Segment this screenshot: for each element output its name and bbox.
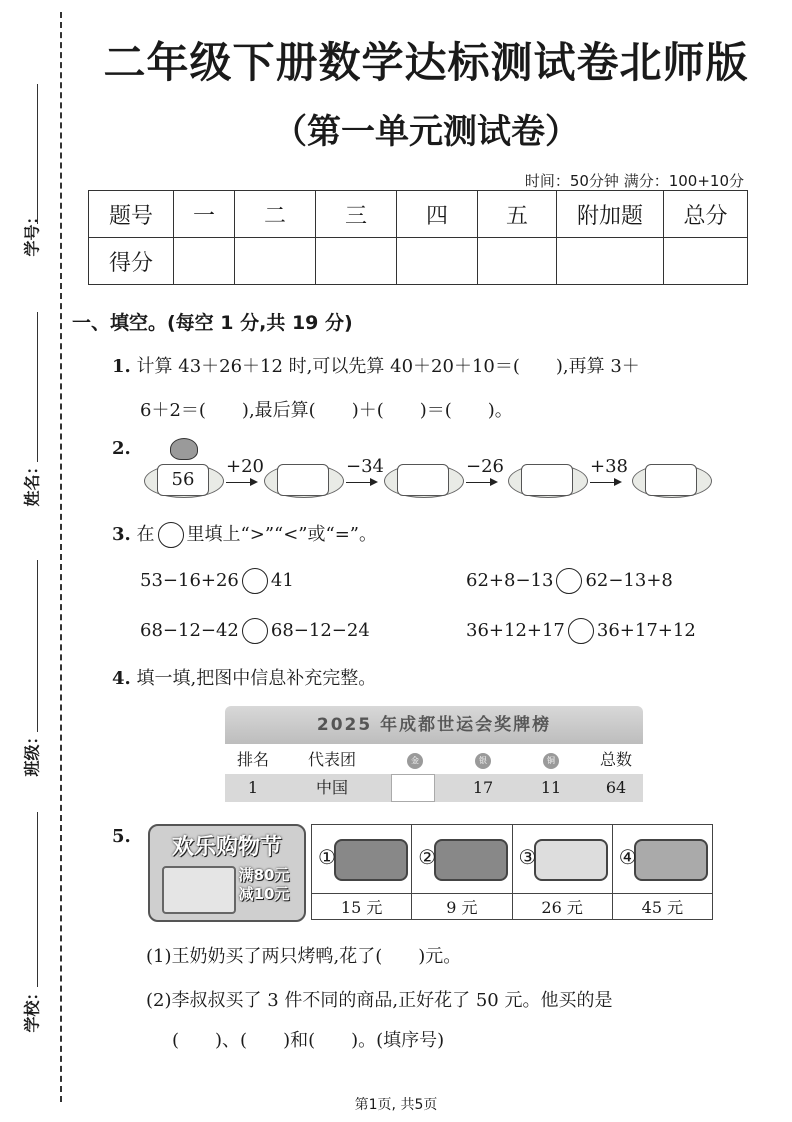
medal-table-row: [225, 774, 643, 802]
circle-icon: [158, 522, 184, 548]
q3-intro-a: 在: [136, 524, 155, 545]
arrow-icon: [466, 482, 496, 483]
q3-item-1-right: 41: [270, 570, 294, 591]
section-1-title: 一、填空。(每空 1 分,共 19 分): [72, 312, 353, 334]
goods-price-2: 9 元: [412, 894, 512, 920]
goods-item-2: [412, 825, 512, 894]
silver-count: 17: [472, 778, 494, 797]
student-id-line: [37, 84, 38, 224]
score-blank-cell[interactable]: [316, 238, 397, 285]
leaf-answer-2[interactable]: [397, 464, 449, 496]
q3-item-3-right: 68−12−24: [270, 620, 370, 641]
frog-icon: [170, 438, 198, 460]
school-label: 学校：: [22, 984, 42, 1033]
leaf-answer-1[interactable]: [277, 464, 329, 496]
medal-header-total: 总数: [599, 750, 632, 769]
compare-circle-3[interactable]: [242, 618, 268, 644]
score-table-score-row: [89, 238, 748, 285]
goods-item-1: [312, 825, 412, 894]
goods-no-1: ①: [318, 845, 336, 869]
binding-dashed-line: [60, 12, 62, 1102]
q3-number: 3.: [112, 524, 131, 545]
silver-medal-icon: 银: [463, 746, 503, 774]
goods-table: [311, 824, 713, 920]
q5-sub-1: (1)王奶奶买了两只烤鸭,花了( )元。: [146, 946, 462, 967]
arrow-icon: [346, 482, 376, 483]
q4-text: 填一填,把图中信息补充完整。: [136, 668, 377, 689]
leaf-start-value: 56: [157, 464, 209, 496]
gold-medal-icon: 金: [395, 746, 435, 774]
score-row-label: 得分: [89, 238, 174, 285]
score-table-header-row: [89, 191, 748, 238]
goods-no-3: ③: [518, 845, 537, 869]
medal-total: 64: [605, 778, 627, 797]
op-label-1: +20: [226, 456, 264, 477]
q3-intro-b: 里填上“>”“<”或“=”。: [186, 524, 377, 545]
roast-duck-icon: [634, 839, 708, 881]
medal-header-rank: 排名: [236, 750, 269, 769]
score-blank-cell[interactable]: [478, 238, 557, 285]
q3-item-2-right: 62−13+8: [585, 570, 673, 591]
q5-number: 5.: [112, 826, 131, 847]
q1-number: 1.: [112, 356, 131, 377]
score-header-cell: 题号: [89, 191, 174, 238]
arrow-icon: [226, 482, 256, 483]
page-footer: 第1页, 共5页: [354, 1097, 438, 1113]
goods-no-2: ②: [418, 845, 437, 869]
q4-line: [112, 664, 376, 690]
class-label: 班级：: [22, 728, 42, 777]
shopping-cart-icon: [162, 866, 236, 914]
score-blank-cell[interactable]: [235, 238, 316, 285]
school-line: [37, 812, 38, 987]
arrow-icon: [590, 482, 620, 483]
score-blank-cell[interactable]: [557, 238, 664, 285]
score-header-cell: 总分: [664, 191, 748, 238]
op-label-4: +38: [590, 456, 628, 477]
q3-item-4-right: 36+17+12: [596, 620, 696, 641]
medal-table-banner: 2025 年成都世运会奖牌榜: [225, 706, 643, 744]
promo-title: 欢乐购物节: [171, 835, 282, 860]
promo-banner: [148, 824, 306, 922]
score-header-cell: 三: [316, 191, 397, 238]
compare-circle-4[interactable]: [568, 618, 594, 644]
goods-no-4: ④: [618, 845, 637, 869]
score-header-cell: 五: [478, 191, 557, 238]
bronze-count: 11: [540, 778, 562, 797]
leaf-answer-4[interactable]: [645, 464, 697, 496]
q3-item-2: [466, 568, 673, 594]
q3-item-3-left: 68−12−42: [140, 620, 239, 641]
class-line: [37, 560, 38, 732]
score-table: [88, 190, 748, 285]
compare-circle-2[interactable]: [556, 568, 582, 594]
time-info: 时间：50分钟 满分：100+10分: [524, 172, 744, 190]
q3-intro: [112, 520, 377, 548]
q1-text-1: 计算 43＋26＋12 时,可以先算 40＋20＋10＝( ),再算 3＋: [136, 356, 640, 377]
q3-item-3: [140, 618, 370, 644]
op-label-2: −34: [346, 456, 384, 477]
promo-deal-line-2: 减10元: [238, 885, 290, 903]
bronze-medal-icon: 铜: [531, 746, 571, 774]
score-header-cell: 四: [397, 191, 478, 238]
q5-sub-2b: ( )、( )和( )。(填序号): [172, 1030, 445, 1051]
q4-number: 4.: [112, 668, 131, 689]
egg-tray-icon: [534, 839, 608, 881]
sausage-tray-icon: [434, 839, 508, 881]
compare-circle-1[interactable]: [242, 568, 268, 594]
q2-number: 2.: [112, 438, 131, 459]
q3-item-4-left: 36+12+17: [466, 620, 565, 641]
q1-text-2: 6＋2＝( ),最后算( )＋( )＝( )。: [140, 400, 513, 421]
medal-table-header: [225, 746, 643, 774]
score-blank-cell[interactable]: [174, 238, 235, 285]
tomato-tray-icon: [334, 839, 408, 881]
goods-price-1: 15 元: [312, 894, 412, 920]
score-header-cell: 附加题: [557, 191, 664, 238]
q1-line-1: [112, 352, 640, 378]
goods-item-4: [612, 825, 712, 894]
q3-item-2-left: 62+8−13: [466, 570, 554, 591]
goods-price-3: 26 元: [512, 894, 612, 920]
op-label-3: −26: [466, 456, 504, 477]
goods-item-3: [512, 825, 612, 894]
score-header-cell: 二: [235, 191, 316, 238]
q3-item-1-left: 53−16+26: [140, 570, 239, 591]
score-header-cell: 一: [174, 191, 235, 238]
gold-count-blank[interactable]: [391, 774, 435, 802]
medal-team: 中国: [315, 778, 348, 797]
goods-price-4: 45 元: [612, 894, 712, 920]
name-line: [37, 312, 38, 462]
student-id-label: 学号：: [22, 208, 42, 257]
score-blank-cell[interactable]: [397, 238, 478, 285]
q3-item-4: [466, 618, 696, 644]
page-subtitle: （第一单元测试卷）: [273, 112, 579, 152]
leaf-answer-3[interactable]: [521, 464, 573, 496]
score-blank-cell[interactable]: [664, 238, 748, 285]
q5-sub-2: (2)李叔叔买了 3 件不同的商品,正好花了 50 元。他买的是: [146, 990, 613, 1011]
promo-deal-line-1: 满80元: [238, 866, 290, 884]
promo-deal: [232, 866, 296, 904]
q3-item-1: [140, 568, 294, 594]
medal-header-team: 代表团: [307, 750, 356, 769]
medal-rank: 1: [247, 778, 259, 797]
page-title: 二年级下册数学达标测试卷北师版: [103, 38, 749, 87]
name-label: 姓名：: [22, 458, 42, 507]
